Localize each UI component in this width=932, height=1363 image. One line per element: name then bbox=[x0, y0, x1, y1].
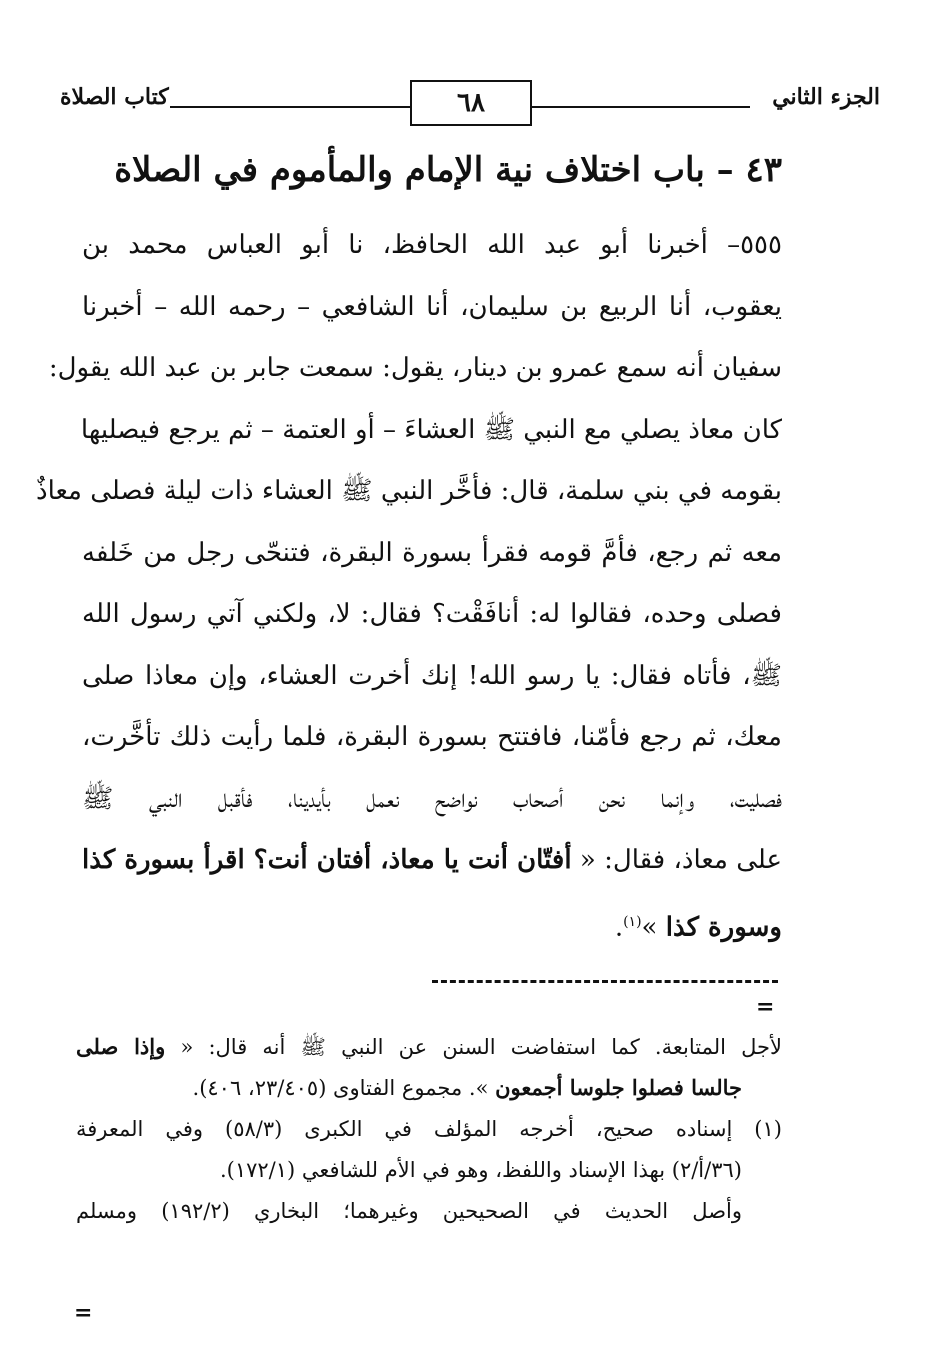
text-line: كان معاذ يصلي مع النبي ﷺ العشاءَ – أو العتمة – ثم يرجع فيصليها bbox=[80, 414, 782, 445]
footnote-line: (١) إسناده صحيح، أخرجه المؤلف في الكبرى (٥٨/٣) وفي المعرفة bbox=[76, 1117, 782, 1141]
footnote-ref: (١) bbox=[623, 913, 642, 930]
continuation-marker: = bbox=[74, 1300, 93, 1326]
footnote-line: وأصل الحديث في الصحيحين وغيرهما؛ البخاري (١٩٢/٢) ومسلم bbox=[76, 1199, 742, 1223]
hadith-text bbox=[35, 224, 782, 962]
book-label: كتاب الصلاة bbox=[60, 84, 169, 110]
chapter-title: ٤٣ – باب اختلاف نية الإمام والمأموم في الصلاة bbox=[114, 150, 782, 190]
text-line: معه ثم رجع، فأمَّ قومه فقرأ بسورة البقرة، فتنحّى رجل من خَلفه bbox=[82, 537, 782, 568]
text-line: سفيان أنه سمع عمرو بن دينار، يقول: سمعت جابر بن عبد الله يقول: bbox=[48, 353, 782, 383]
text-line: بقومه في بني سلمة، قال: فأخَّر النبي ﷺ العشاء ذات ليلة فصلى معاذٌ bbox=[35, 476, 782, 506]
footnotes bbox=[76, 1030, 782, 1235]
text-line bbox=[82, 839, 782, 901]
quoted-saying: أفتّان أنت يا معاذ، أفتان أنت؟ اقرأ بسورة كذا bbox=[82, 845, 572, 875]
text-segment: . bbox=[614, 912, 624, 943]
text-segment: على معاذ، فقال: « bbox=[579, 845, 782, 875]
volume-label: الجزء الثاني bbox=[772, 84, 880, 110]
text-line: ٥٥٥– أخبرنا أبو عبد الله الحافظ، نا أبو العباس محمد بن bbox=[82, 230, 782, 260]
text-segment: » bbox=[641, 912, 658, 943]
text-line: معك، ثم رجع فأمّنا، فافتتح بسورة البقرة، فلما رأيت ذلك تأخَّرت، bbox=[82, 722, 782, 752]
text-line: فصليت، وإنما نحن أصحاب نواضح نعمل بأيدينا، فأقبل النبي ﷺ bbox=[82, 783, 782, 814]
text-line: ﷺ، فأتاه فقال: يا رسو الله! إنك أخرت العشاء، وإن معاذا صلى bbox=[82, 660, 782, 691]
footnote-line bbox=[76, 1071, 782, 1112]
footnote-line bbox=[76, 1030, 782, 1071]
text-line: يعقوب، أنا الربيع بن سليمان، أنا الشافعي – رحمه الله – أخبرنا bbox=[82, 291, 782, 322]
footnote-separator-line bbox=[432, 980, 778, 983]
text-segment: لأجل المتابعة. كما استفاضت السنن عن النبي ﷺ أنه قال: « bbox=[180, 1035, 782, 1059]
footnote-line: (٣٦/أ/٢) بهذا الإسناد واللفظ، وهو في الأم للشافعي (١٧٢/١). bbox=[219, 1158, 742, 1182]
text-line: فصلى وحده، فقالوا له: أنافَقْت؟ فقال: لا، ولكني آتي رسول الله bbox=[82, 599, 782, 629]
header-rule-left bbox=[170, 106, 410, 108]
quoted-saying: جالسا فصلوا جلوسا أجمعون bbox=[495, 1075, 742, 1100]
running-header bbox=[60, 80, 880, 124]
text-line bbox=[82, 901, 782, 963]
text-segment: ». مجموع الفتاوى (٢٣/٤٠٥، ٤٠٦). bbox=[192, 1076, 489, 1100]
continuation-marker: = bbox=[756, 994, 775, 1020]
page-number: ٦٨ bbox=[410, 80, 532, 126]
quoted-saying: وسورة كذا bbox=[665, 912, 782, 943]
quoted-saying: وإذا صلى bbox=[76, 1034, 166, 1059]
